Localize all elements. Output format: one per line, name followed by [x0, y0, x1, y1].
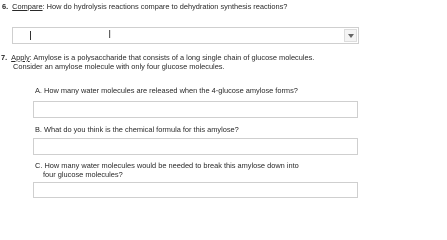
subquestion-b: B. What do you think is the chemical formula for this amylose? [35, 125, 239, 134]
subquestion-a-answer-field[interactable] [33, 101, 358, 118]
subquestion-c-answer-field[interactable] [33, 182, 358, 198]
subquestion-c-continued: four glucose molecules? [43, 170, 123, 179]
question-7-number: 7. [1, 53, 8, 62]
question-7-keyword: Apply [11, 53, 30, 62]
subquestion-c: C. How many water molecules would be needed to break this amylose down into [35, 161, 299, 170]
ibeam-cursor-icon: Ι [108, 28, 112, 41]
question-6-number: 6. [2, 2, 9, 11]
subquestion-a: A. How many water molecules are released when the 4-glucose amylose forms? [35, 86, 298, 95]
question-6-answer-field[interactable] [12, 27, 359, 44]
question-7-text: : Amylose is a polysaccharide that consists of a long single chain of glucose molecules. [29, 53, 315, 62]
subquestion-b-answer-field[interactable] [33, 138, 358, 155]
question-7-context: Consider an amylose molecule with only four glucose molecules. [13, 62, 225, 71]
question-6-text: : How do hydrolysis reactions compare to dehydration synthesis reactions? [42, 2, 288, 11]
question-6 [2, 2, 287, 11]
text-caret [30, 31, 31, 40]
question-6-keyword: Compare [12, 2, 43, 11]
question-7 [1, 53, 314, 62]
dropdown-arrow-icon[interactable] [344, 29, 357, 42]
